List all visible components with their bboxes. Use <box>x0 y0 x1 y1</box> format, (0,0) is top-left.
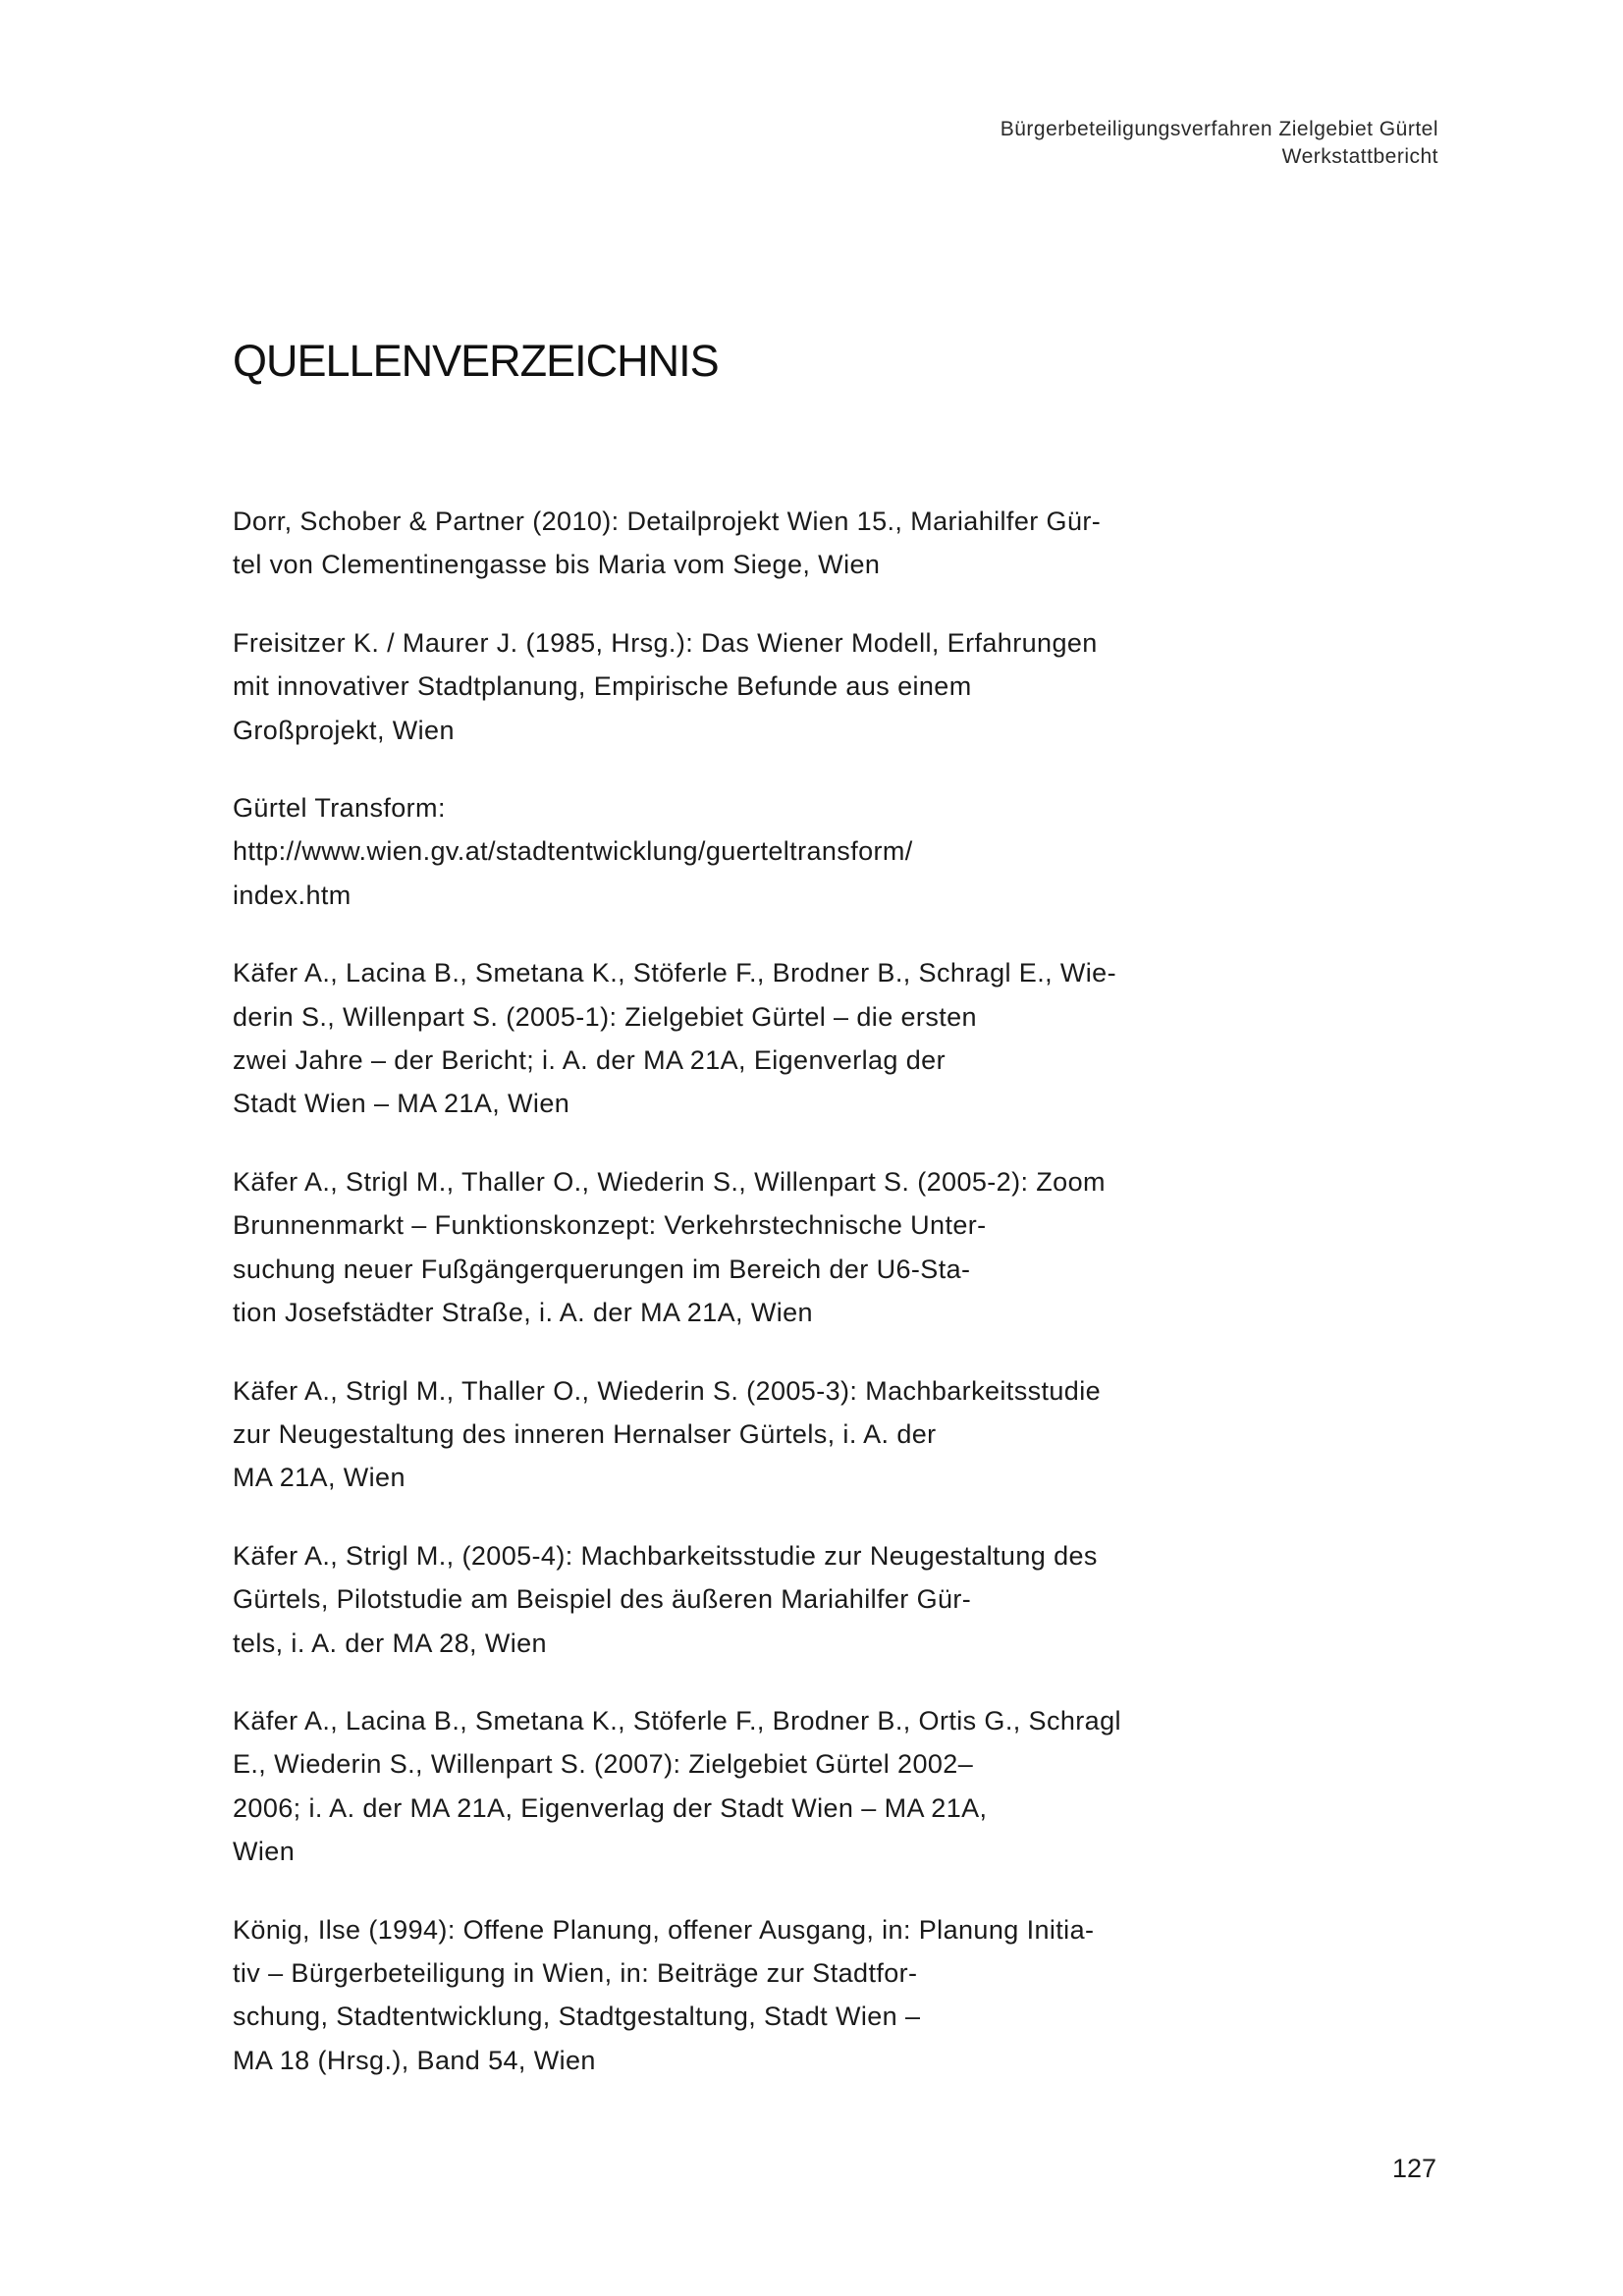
reference-line: Stadt Wien – MA 21A, Wien <box>233 1089 570 1119</box>
reference-line: Käfer A., Strigl M., Thaller O., Wiederin S., Willenpart S. (2005-2): Zoom <box>233 1166 1106 1197</box>
reference-line: Großprojekt, Wien <box>233 715 455 745</box>
reference-entry <box>233 951 1161 1126</box>
reference-line: http://www.wien.gv.at/stadtentwicklung/guerteltransform/ <box>233 836 913 867</box>
reference-line: Käfer A., Strigl M., Thaller O., Wiederin S. (2005-3): Machbarkeitsstudie <box>233 1375 1102 1406</box>
reference-line: Gürtel Transform: <box>233 793 446 824</box>
reference-entry <box>233 786 1161 917</box>
reference-line: suchung neuer Fußgängerquerungen im Bereich der U6-Sta- <box>233 1254 971 1284</box>
reference-line: mit innovativer Stadtplanung, Empirische Befunde aus einem <box>233 671 972 702</box>
running-header <box>751 116 1438 171</box>
reference-entry <box>233 1699 1161 1874</box>
reference-line: Käfer A., Lacina B., Smetana K., Stöferle F., Brodner B., Ortis G., Schragl <box>233 1705 1121 1735</box>
header-project-title: Bürgerbeteiligungsverfahren Zielgebiet Gürtel <box>1000 118 1438 140</box>
header-report-type: Werkstattbericht <box>1281 145 1438 168</box>
reference-entry <box>233 1160 1161 1335</box>
reference-line: zwei Jahre – der Bericht; i. A. der MA 21A, Eigenverlag der <box>233 1045 946 1076</box>
reference-line: tel von Clementinengasse bis Maria vom Siege, Wien <box>233 550 881 580</box>
reference-entry <box>233 500 1161 587</box>
reference-list <box>233 500 1161 2116</box>
reference-line: tiv – Bürgerbeteiligung in Wien, in: Beiträge zur Stadtfor- <box>233 1957 918 1988</box>
reference-line: index.htm <box>233 880 352 910</box>
reference-line: König, Ilse (1994): Offene Planung, offener Ausgang, in: Planung Initia- <box>233 1914 1095 1945</box>
reference-line: zur Neugestaltung des inneren Hernalser Gürtels, i. A. der <box>233 1418 937 1449</box>
page-number: 127 <box>1391 2154 1436 2183</box>
reference-line: MA 18 (Hrsg.), Band 54, Wien <box>233 2045 596 2075</box>
reference-entry <box>233 1908 1161 2083</box>
reference-line: Dorr, Schober & Partner (2010): Detailprojekt Wien 15., Mariahilfer Gür- <box>233 507 1102 536</box>
reference-line: Freisitzer K. / Maurer J. (1985, Hrsg.): Das Wiener Modell, Erfahrungen <box>233 627 1098 658</box>
reference-line: MA 21A, Wien <box>233 1463 406 1493</box>
reference-line: Käfer A., Strigl M., (2005-4): Machbarkeitsstudie zur Neugestaltung des <box>233 1540 1098 1571</box>
reference-line: derin S., Willenpart S. (2005-1): Zielgebiet Gürtel – die ersten <box>233 1001 977 1032</box>
page-title: QUELLENVERZEICHNIS <box>233 336 719 386</box>
reference-line: schung, Stadtentwicklung, Stadtgestaltung, Stadt Wien – <box>233 2002 921 2032</box>
reference-line: tels, i. A. der MA 28, Wien <box>233 1628 547 1658</box>
reference-entry <box>233 1534 1161 1665</box>
reference-line: 2006; i. A. der MA 21A, Eigenverlag der Stadt Wien – MA 21A, <box>233 1792 988 1823</box>
reference-entry <box>233 621 1161 752</box>
reference-line: Gürtels, Pilotstudie am Beispiel des äußeren Mariahilfer Gür- <box>233 1584 972 1615</box>
reference-line: Brunnenmarkt – Funktionskonzept: Verkehrstechnische Unter- <box>233 1210 987 1241</box>
reference-line: Wien <box>233 1837 296 1867</box>
reference-line: Käfer A., Lacina B., Smetana K., Stöferle F., Brodner B., Schragl E., Wie- <box>233 958 1116 988</box>
reference-line: E., Wiederin S., Willenpart S. (2007): Zielgebiet Gürtel 2002– <box>233 1749 974 1780</box>
reference-line: tion Josefstädter Straße, i. A. der MA 21A, Wien <box>233 1298 813 1328</box>
reference-entry <box>233 1369 1161 1500</box>
